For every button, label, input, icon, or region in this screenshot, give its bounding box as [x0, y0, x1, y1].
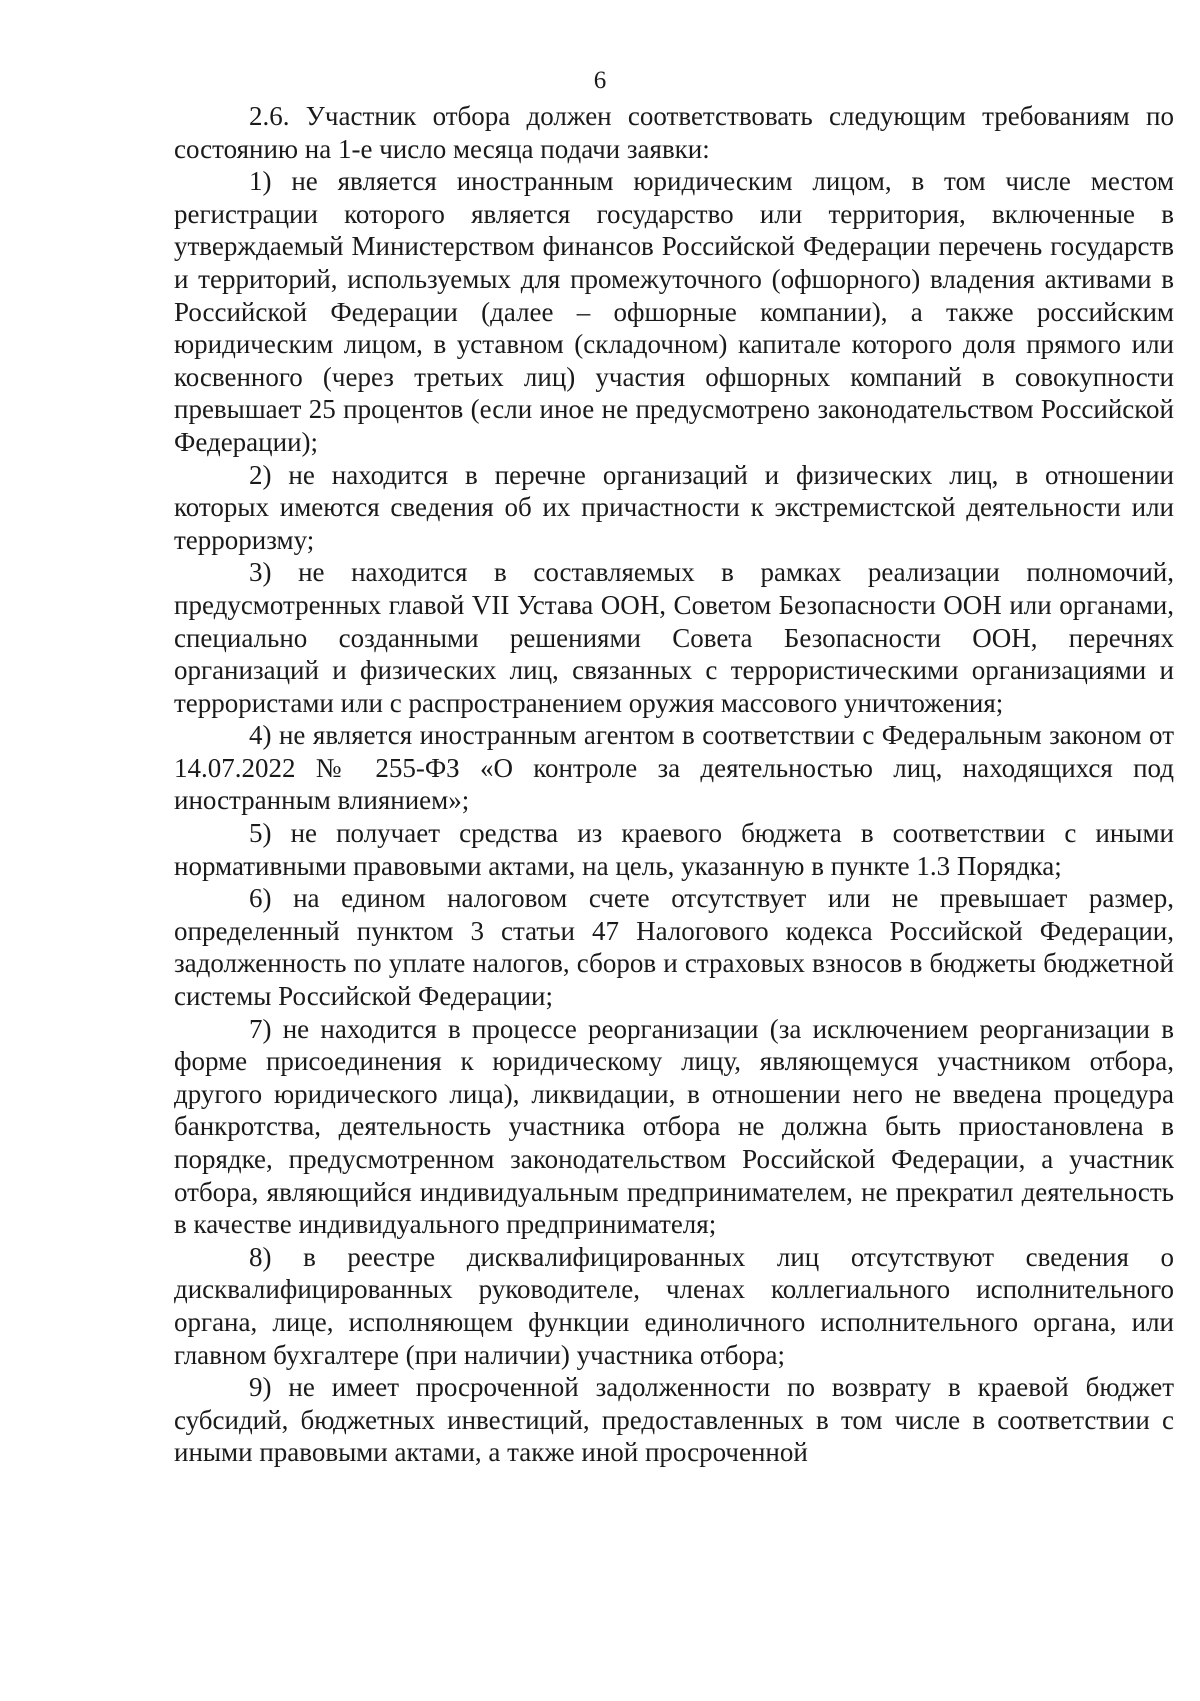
list-item-3-un-lists: 3) не находится в составляемых в рамках реализации полномочий, предусмотренных главой VII Устава ООН, Советом Безопасности ООН или органами, специально созданными решениями Совета Безопасности ООН, перечнях организаций и физических лиц, связанных с террористическими организациями и террористами или с распространением оружия массового уничтожения; — [174, 557, 1174, 718]
list-item-4-foreign-agent: 4) не является иностранным агентом в соответствии с Федеральным законом от 14.07.2022 № 255-ФЗ «О контроле за деятельностью лиц, находящихся под иностранным влиянием»; — [174, 720, 1174, 816]
page-number: 6 — [593, 67, 607, 94]
list-item-6-tax-debt: 6) на едином налоговом счете отсутствует или не превышает размер, определенный пунктом 3 статьи 47 Налогового кодекса Российской Федерации, задолженность по уплате налогов, сборов и страховых взносов в бюджеты бюджетной системы Российской Федерации; — [174, 883, 1174, 1012]
list-item-1-offshore: 1) не является иностранным юридическим лицом, в том числе местом регистрации которого является государство или территория, включенные в утверждаемый Министерством финансов Российской Федерации перечень государств и территорий, используемых для промежуточного (офшорного) владения активами в Российской Федерации (далее – офшорные компании), а также российским юридическим лицом, в уставном (складочном) капитале которого доля прямого или косвенного (через третьих лиц) участия офшорных компаний в совокупности превышает 25 процентов (если иное не предусмотрено законодательством Российской Федерации); — [174, 166, 1174, 457]
paragraph-2-6-requirements: 2.6. Участник отбора должен соответствовать следующим требованиям по состоянию на 1-е число месяца подачи заявки: — [174, 101, 1174, 164]
list-item-8-disqualified: 8) в реестре дисквалифицированных лиц отсутствуют сведения о дисквалифицированных руководителе, членах коллегиального исполнительного органа, лице, исполняющем функции единоличного исполнительного органа, или главном бухгалтере (при наличии) участника отбора; — [174, 1241, 1174, 1370]
document-body — [174, 100, 1174, 1469]
list-item-2-extremism: 2) не находится в перечне организаций и физических лиц, в отношении которых имеются сведения об их причастности к экстремистской деятельности или терроризму; — [174, 459, 1174, 555]
list-item-5-budget-funds: 5) не получает средства из краевого бюджета в соответствии с иными нормативными правовыми актами, на цель, указанную в пункте 1.3 Порядка; — [174, 818, 1174, 881]
list-item-7-reorganization: 7) не находится в процессе реорганизации (за исключением реорганизации в форме присоединения к юридическому лицу, являющемуся участником отбора, другого юридического лица), ликвидации, в отношении него не введена процедура банкротства, деятельность участника отбора не должна быть приостановлена в порядке, предусмотренном законодательством Российской Федерации, а участник отбора, являющийся индивидуальным предпринимателем, не прекратил деятельность в качестве индивидуального предпринимателя; — [174, 1013, 1174, 1240]
list-item-9-overdue-debt: 9) не имеет просроченной задолженности по возврату в краевой бюджет субсидий, бюджетных инвестиций, предоставленных в том числе в соответствии с иными правовыми актами, а также иной просроченной — [174, 1372, 1174, 1468]
